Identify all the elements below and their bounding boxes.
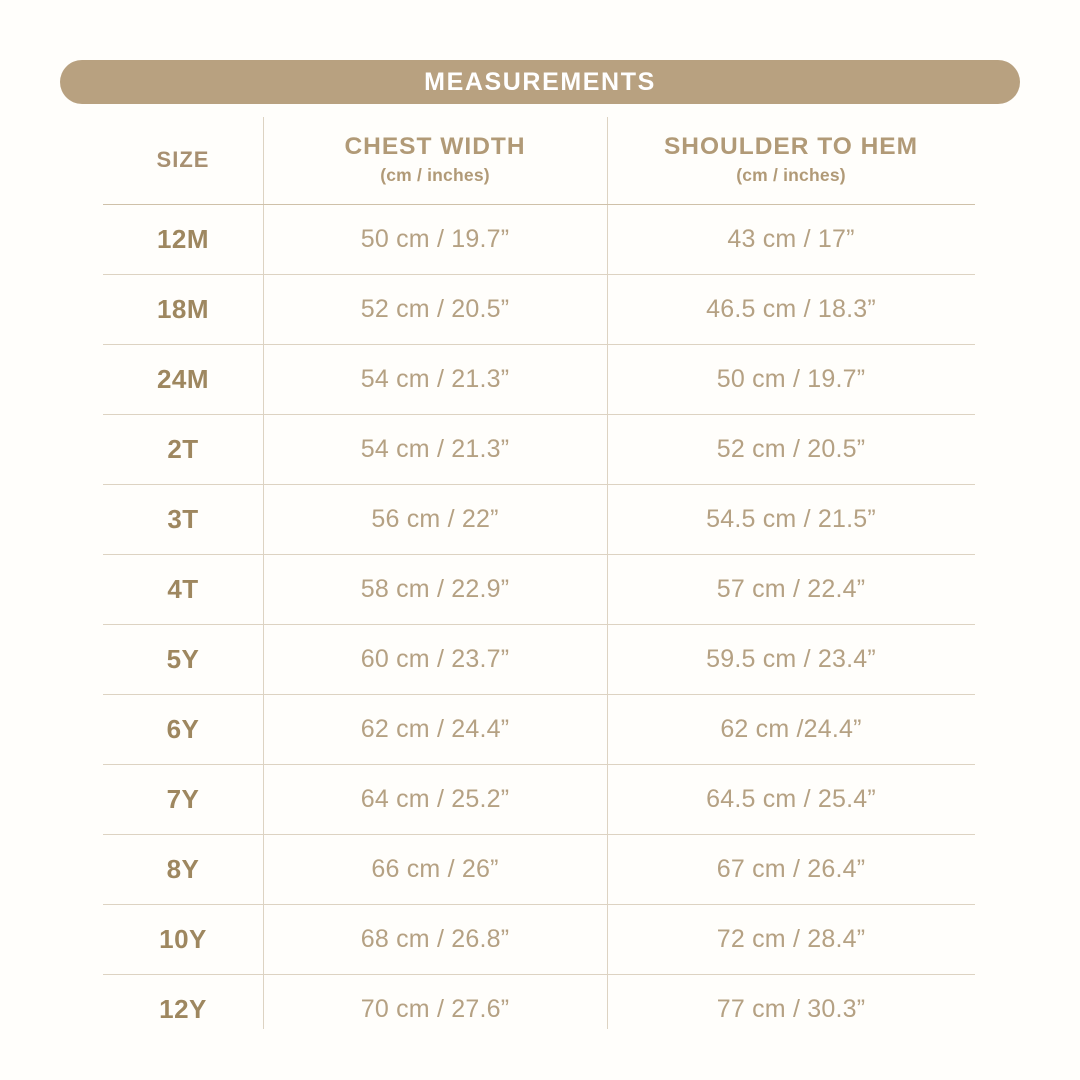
cell-chest-width	[263, 975, 607, 1045]
cell-shoulder-to-hem-value: 77 cm / 30.3”	[716, 995, 866, 1024]
column-header-size	[103, 117, 263, 205]
cell-size	[103, 205, 263, 275]
table-row	[103, 765, 975, 835]
cell-size	[103, 695, 263, 765]
cell-shoulder-to-hem-value: 50 cm / 19.7”	[716, 365, 866, 394]
column-header-shoulder-to-hem	[607, 117, 975, 205]
cell-size	[103, 345, 263, 415]
cell-chest-width	[263, 625, 607, 695]
table-row	[103, 905, 975, 975]
table-row	[103, 275, 975, 345]
cell-chest-width-value: 56 cm / 22”	[371, 505, 499, 534]
cell-chest-width	[263, 345, 607, 415]
cell-shoulder-to-hem-value: 59.5 cm / 23.4”	[706, 645, 876, 674]
cell-size-value: 18M	[156, 294, 210, 325]
column-header-shoulder-to-hem-label: SHOULDER TO HEM	[663, 133, 919, 160]
cell-size-value: 5Y	[166, 644, 200, 675]
page-title: MEASUREMENTS	[424, 67, 656, 96]
cell-chest-width-value: 52 cm / 20.5”	[360, 295, 510, 324]
cell-chest-width-value: 50 cm / 19.7”	[360, 225, 510, 254]
cell-shoulder-to-hem	[607, 205, 975, 275]
cell-chest-width-value: 66 cm / 26”	[371, 855, 499, 884]
cell-shoulder-to-hem	[607, 835, 975, 905]
cell-size	[103, 275, 263, 345]
table-row	[103, 835, 975, 905]
cell-shoulder-to-hem-value: 57 cm / 22.4”	[716, 575, 866, 604]
column-header-chest-width-units: (cm / inches)	[380, 165, 490, 186]
table-row	[103, 345, 975, 415]
cell-size-value: 12Y	[159, 994, 207, 1025]
cell-chest-width	[263, 835, 607, 905]
table-row	[103, 695, 975, 765]
table-row	[103, 205, 975, 275]
cell-chest-width	[263, 415, 607, 485]
cell-chest-width	[263, 765, 607, 835]
measurements-banner	[60, 60, 1020, 104]
cell-shoulder-to-hem-value: 52 cm / 20.5”	[716, 435, 866, 464]
table-row	[103, 555, 975, 625]
cell-size-value: 2T	[167, 434, 199, 465]
cell-shoulder-to-hem-value: 62 cm /24.4”	[720, 715, 862, 744]
cell-shoulder-to-hem	[607, 765, 975, 835]
column-header-size-label: SIZE	[156, 146, 210, 172]
cell-size-value: 7Y	[166, 784, 200, 815]
cell-size	[103, 835, 263, 905]
cell-size	[103, 975, 263, 1045]
cell-chest-width	[263, 905, 607, 975]
cell-shoulder-to-hem	[607, 485, 975, 555]
cell-chest-width	[263, 695, 607, 765]
cell-size-value: 12M	[156, 224, 210, 255]
cell-shoulder-to-hem	[607, 975, 975, 1045]
column-header-shoulder-to-hem-units: (cm / inches)	[736, 165, 846, 186]
cell-shoulder-to-hem-value: 67 cm / 26.4”	[716, 855, 866, 884]
cell-chest-width-value: 62 cm / 24.4”	[360, 715, 510, 744]
cell-size-value: 8Y	[166, 854, 200, 885]
cell-shoulder-to-hem-value: 46.5 cm / 18.3”	[706, 295, 876, 324]
cell-chest-width-value: 54 cm / 21.3”	[360, 365, 510, 394]
cell-shoulder-to-hem	[607, 625, 975, 695]
column-header-chest-width	[263, 117, 607, 205]
cell-shoulder-to-hem-value: 72 cm / 28.4”	[716, 925, 866, 954]
column-header-chest-width-label: CHEST WIDTH	[344, 133, 526, 160]
cell-shoulder-to-hem	[607, 415, 975, 485]
cell-size-value: 6Y	[166, 714, 200, 745]
cell-size	[103, 625, 263, 695]
table-header-row	[103, 117, 975, 205]
cell-size	[103, 905, 263, 975]
cell-shoulder-to-hem-value: 54.5 cm / 21.5”	[706, 505, 876, 534]
table-row	[103, 625, 975, 695]
cell-chest-width-value: 60 cm / 23.7”	[360, 645, 510, 674]
cell-size-value: 4T	[167, 574, 199, 605]
cell-size-value: 3T	[167, 504, 199, 535]
cell-shoulder-to-hem	[607, 555, 975, 625]
cell-size	[103, 485, 263, 555]
table-row	[103, 415, 975, 485]
cell-size	[103, 765, 263, 835]
cell-chest-width	[263, 205, 607, 275]
measurements-table	[103, 117, 975, 1044]
cell-size	[103, 555, 263, 625]
table-row	[103, 485, 975, 555]
table-row	[103, 975, 975, 1045]
cell-shoulder-to-hem	[607, 905, 975, 975]
cell-shoulder-to-hem-value: 43 cm / 17”	[727, 225, 855, 254]
cell-shoulder-to-hem	[607, 275, 975, 345]
cell-size-value: 10Y	[159, 924, 207, 955]
cell-size-value: 24M	[156, 364, 210, 395]
cell-shoulder-to-hem	[607, 345, 975, 415]
cell-chest-width-value: 68 cm / 26.8”	[360, 925, 510, 954]
cell-chest-width-value: 64 cm / 25.2”	[360, 785, 510, 814]
cell-chest-width	[263, 275, 607, 345]
cell-size	[103, 415, 263, 485]
cell-chest-width	[263, 485, 607, 555]
cell-chest-width-value: 58 cm / 22.9”	[360, 575, 510, 604]
cell-shoulder-to-hem	[607, 695, 975, 765]
cell-chest-width-value: 70 cm / 27.6”	[360, 995, 510, 1024]
cell-chest-width	[263, 555, 607, 625]
cell-chest-width-value: 54 cm / 21.3”	[360, 435, 510, 464]
cell-shoulder-to-hem-value: 64.5 cm / 25.4”	[706, 785, 876, 814]
